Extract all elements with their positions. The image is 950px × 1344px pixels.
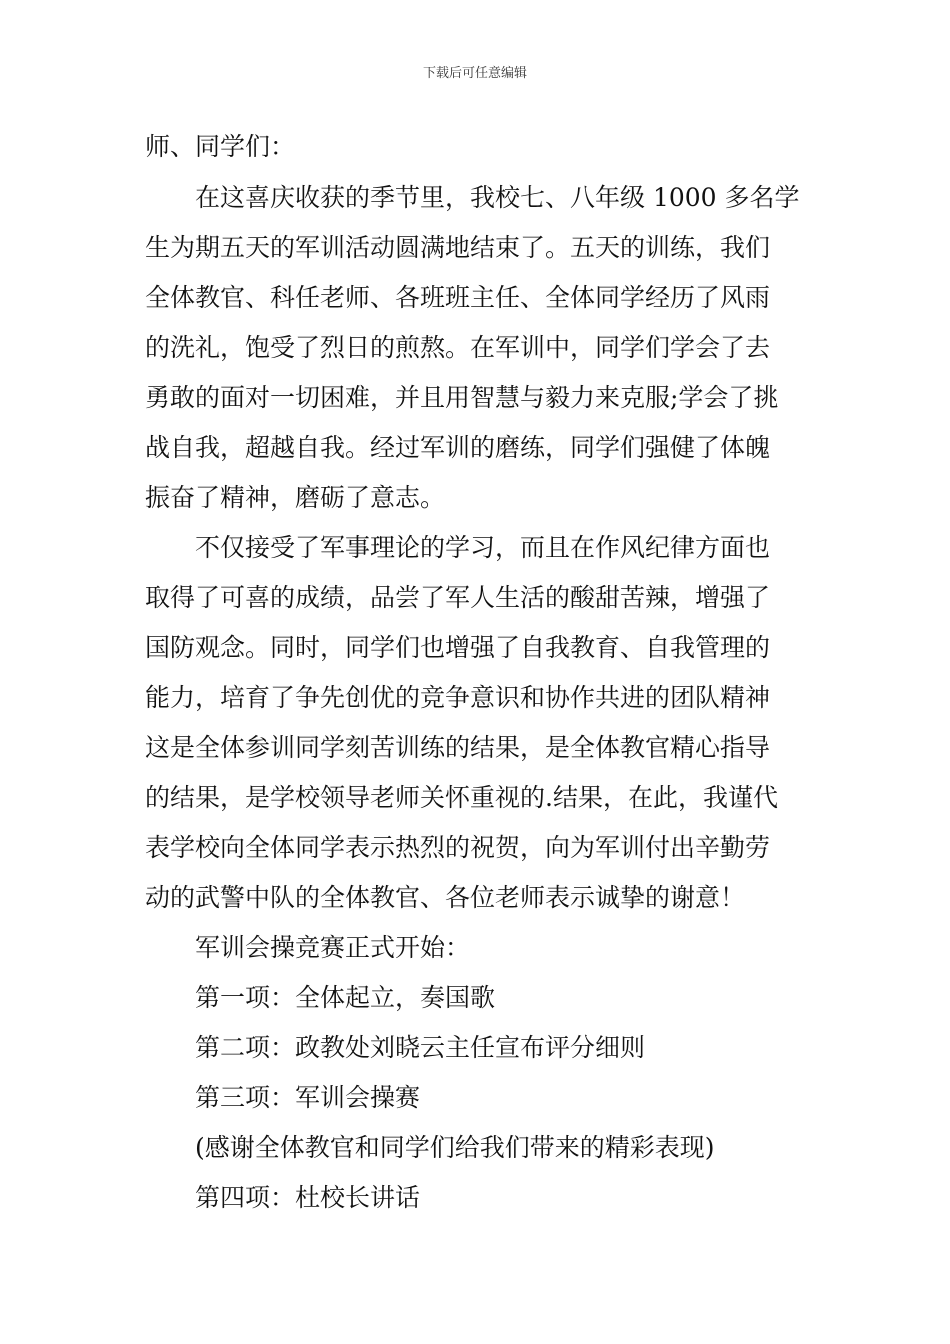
text-line: 战自我，超越自我。经过军训的磨练，同学们强健了体魄 <box>145 433 771 462</box>
text-line: 能力，培育了争先创优的竞争意识和协作共进的团队精神 <box>145 683 771 712</box>
text-line: 军训会操竞赛正式开始： <box>195 933 471 962</box>
text-line: 动的武警中队的全体教官、各位老师表示诚挚的谢意！ <box>145 883 746 912</box>
text-line: (感谢全体教官和同学们给我们带来的精彩表现) <box>195 1133 715 1162</box>
text-line: 第三项：军训会操赛 <box>195 1083 421 1112</box>
text-line: 的洗礼，饱受了烈日的煎熬。在军训中，同学们学会了去 <box>145 333 771 362</box>
text-line: 取得了可喜的成绩，品尝了军人生活的酸甜苦辣，增强了 <box>145 583 771 612</box>
text-line: 的结果，是学校领导老师关怀重视的.结果，在此，我谨代 <box>145 783 778 812</box>
text-line: 国防观念。同时，同学们也增强了自我教育、自我管理的 <box>145 633 771 662</box>
text-line: 表学校向全体同学表示热烈的祝贺，向为军训付出辛勤劳 <box>145 833 771 862</box>
text-line: 第二项：政教处刘晓云主任宣布评分细则 <box>195 1033 646 1062</box>
page-header: 下载后可任意编辑 <box>422 66 527 81</box>
text-line: 振奋了精神，磨砺了意志。 <box>145 483 446 512</box>
text-line: 不仅接受了军事理论的学习，而且在作风纪律方面也 <box>195 533 771 562</box>
text-line: 勇敢的面对一切困难，并且用智慧与毅力来克服;学会了挑 <box>145 383 779 412</box>
text-line: 在这喜庆收获的季节里，我校七、八年级 1000 多名学 <box>195 183 800 212</box>
text-line: 这是全体参训同学刻苦训练的结果，是全体教官精心指导 <box>145 733 771 762</box>
text-line: 全体教官、科任老师、各班班主任、全体同学经历了风雨 <box>145 283 771 312</box>
text-line: 第四项：杜校长讲话 <box>195 1183 421 1212</box>
text-line: 师、同学们： <box>145 132 296 161</box>
text-line: 第一项：全体起立，奏国歌 <box>195 983 496 1012</box>
text-line: 生为期五天的军训活动圆满地结束了。五天的训练，我们 <box>145 233 771 262</box>
